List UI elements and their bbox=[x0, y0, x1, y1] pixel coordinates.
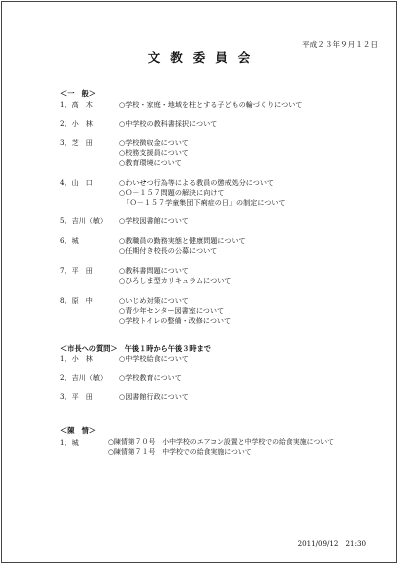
entry-name: 7．平 田 bbox=[60, 266, 93, 275]
entry-topic: ○学校図書館について bbox=[119, 216, 189, 225]
footer-timestamp: 2011/09/12 21:30 bbox=[297, 539, 366, 548]
entry-topic: 「Ｏ－１５７学童集団下痢症の日」の制定について bbox=[119, 198, 286, 207]
section-heading-mayor: ＜市長への質問＞ 午後１時から午後３時まで bbox=[60, 344, 211, 353]
entry-topic: ○いじめ対策について bbox=[119, 296, 189, 305]
entry-topic: ○学校教育について bbox=[119, 373, 182, 382]
entry-name: 2．吉川（敏） bbox=[60, 373, 108, 382]
entry-topic: ○学校トイレの整備・改修について bbox=[119, 316, 232, 325]
entry-topic: ○中学校給食について bbox=[119, 354, 189, 363]
entry-topic: ○学校・家庭・地域を柱とする子どもの輪づくりについて bbox=[119, 100, 303, 109]
entry-name: 5．吉川（敏） bbox=[60, 216, 108, 225]
entry-topic: ○わいせつ行為等による教員の懲戒処分について bbox=[119, 178, 275, 187]
entry-topic: ○青少年センター図書室について bbox=[119, 306, 225, 315]
entry-topic: ○教職員の勤務実態と健康問題について bbox=[119, 236, 246, 245]
document-page bbox=[1, 1, 397, 563]
entry-name: 8．原 中 bbox=[60, 296, 93, 305]
entry-topic: ○中学校の教科書採択について bbox=[119, 119, 218, 128]
entry-name: 1．城 bbox=[60, 438, 79, 447]
entry-name: 1．小 林 bbox=[60, 354, 93, 363]
section-heading-petition: ＜陳 情＞ bbox=[60, 426, 96, 435]
entry-topic: ○教科書問題について bbox=[119, 266, 189, 275]
entry-topic: ○図書館行政について bbox=[119, 392, 189, 401]
entry-topic: ○学校徴収金について bbox=[119, 138, 189, 147]
entry-name: 3．平 田 bbox=[60, 392, 93, 401]
entry-name: 6．城 bbox=[60, 236, 79, 245]
entry-name: 4．山 口 bbox=[60, 178, 93, 187]
entry-topic: ○校務支援員について bbox=[119, 148, 189, 157]
entry-topic: ○任期付き校長の公募について bbox=[119, 246, 218, 255]
entry-topic: ○教育環境について bbox=[119, 158, 182, 167]
entry-name: 3．芝 田 bbox=[60, 138, 93, 147]
entry-topic: ○Ｏ－１５７問題の解決に向けて bbox=[119, 188, 225, 197]
entry-topic: ○ひろしま型カリキュラムについて bbox=[119, 276, 232, 285]
entry-name: 1．高 木 bbox=[60, 100, 93, 109]
section-heading-general: ＜一 般＞ bbox=[60, 89, 96, 98]
entry-name: 2．小 林 bbox=[60, 119, 93, 128]
entry-topic: ○陳情第７０号 小中学校のエアコン設置と中学校での給食実施について bbox=[108, 438, 335, 446]
entry-topic: ○陳情第７１号 中学校での給食実施について bbox=[108, 448, 252, 456]
document-title: 文教委員会 bbox=[147, 50, 261, 65]
document-date: 平成２３年９月１２日 bbox=[302, 40, 378, 49]
